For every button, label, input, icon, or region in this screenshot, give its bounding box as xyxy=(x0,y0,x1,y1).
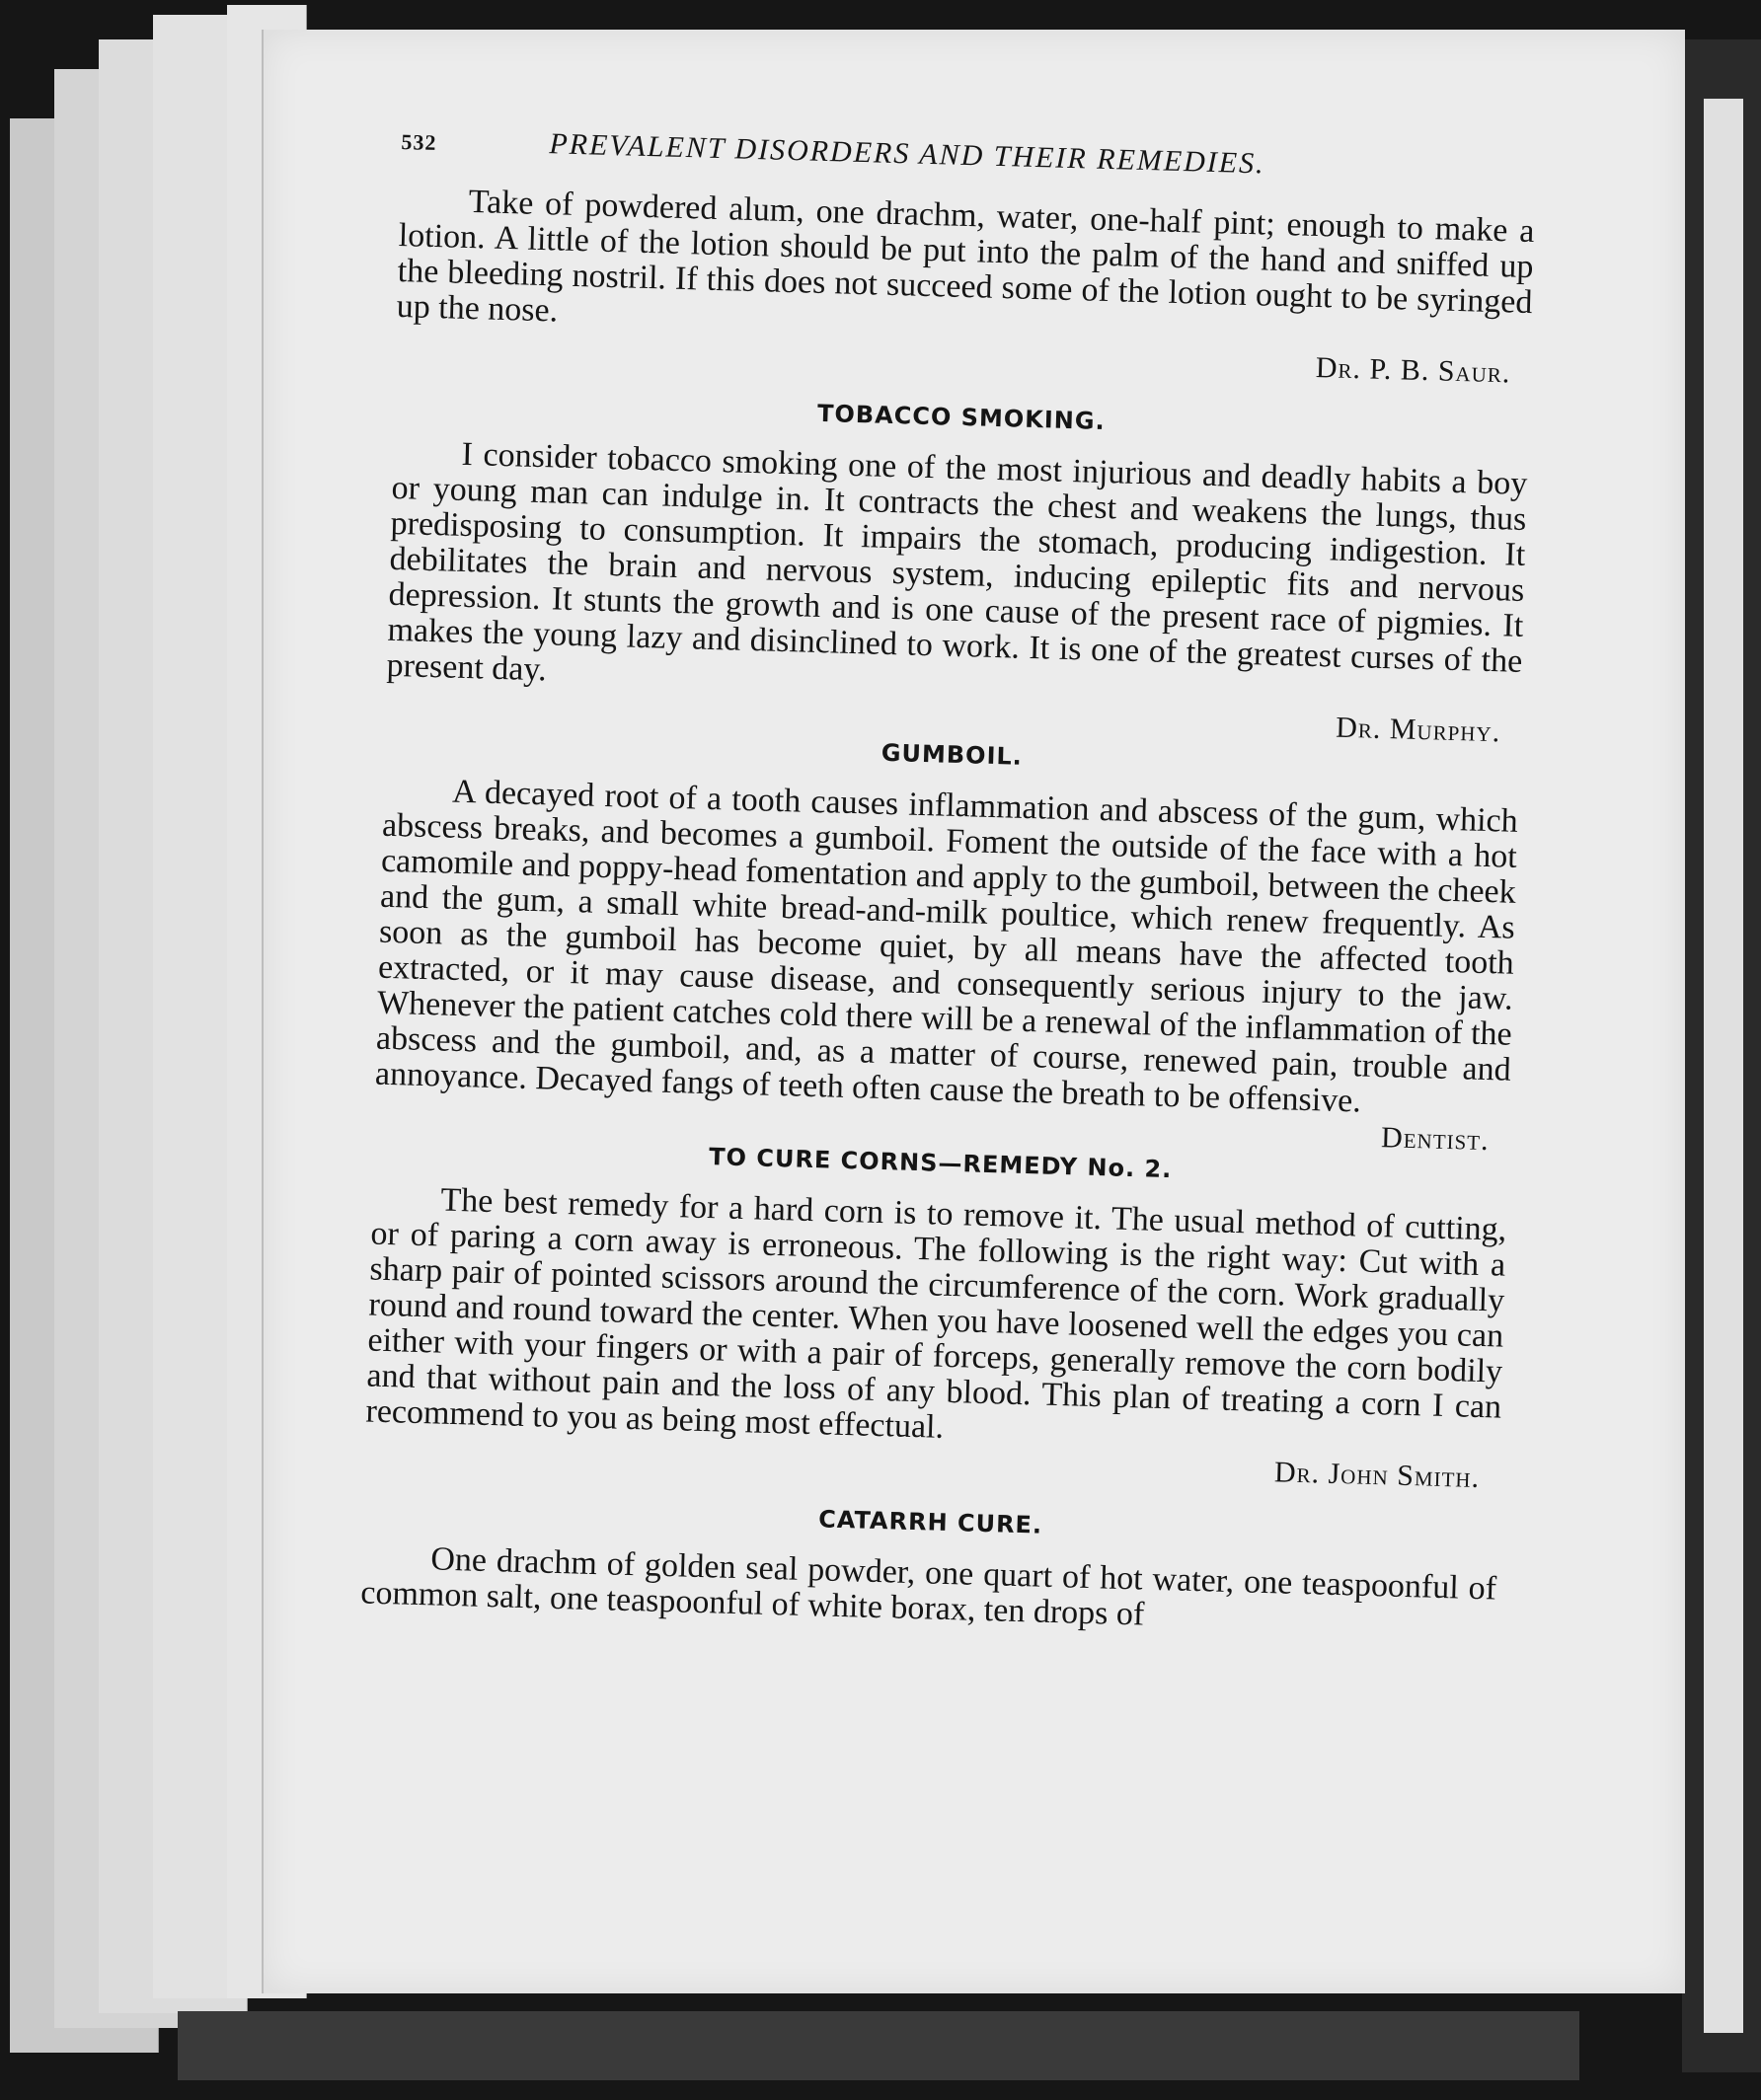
section-cure-corns xyxy=(364,1128,1508,1497)
paragraph: A decayed root of a tooth causes inflammation and abscess of the gum, which abscess breaks, and becomes a gumboil. Foment the outside of the face with a hot camomile and poppy-head fomentation and apply to the gumboil, between the cheek and the gum, a small white bread-and-milk poultice, which renew frequently. As soon as the gumboil has become quiet, by all means have the affected tooth extracted, or it may cause disease, and consequently serious injury to the jaw. Whenever the patient catches cold there will be a renewal of the inflammation of the abscess and the gumboil, and, as a matter of course, renewed pain, trouble and annoyance. Decayed fangs of teeth often cause the breath to be offensive. xyxy=(374,773,1519,1120)
section-nosebleed-lotion xyxy=(395,183,1535,392)
running-title: PREVALENT DISORDERS AND THEIR REMEDIES. xyxy=(549,127,1266,181)
signature: Dentist. xyxy=(1380,1121,1491,1158)
section-heading: CATARRH CURE. xyxy=(817,1505,1043,1539)
book-page xyxy=(262,30,1685,1993)
book-cover-right xyxy=(1682,39,1761,2072)
section-gumboil xyxy=(374,719,1520,1160)
section-heading: TOBACCO SMOKING. xyxy=(816,399,1107,436)
paragraph: One drachm of golden seal powder, one quart of hot water, one teaspoonful of common salt, one teaspoonful of white borax, ten drops of xyxy=(359,1540,1497,1633)
signature: Dr. John Smith. xyxy=(1273,1456,1481,1495)
section-tobacco-smoking xyxy=(385,382,1529,751)
paragraph: I consider tobacco smoking one of the most injurious and deadly habits a boy or young man can indulge in. It contracts the chest and weakens the lungs, thus predisposing to consumption. It impairs the stomach, producing indigestion. It debilitates the brain and nervous system, inducing epileptic fits and nervous depression. It stunts the growth and is one cause of the present race of pigmies. It makes the young lazy and disinclined to work. It is one of the greatest curses of the present day. xyxy=(386,435,1528,689)
section-heading: TO CURE CORNS—REMEDY No. 2. xyxy=(708,1143,1173,1184)
page-content xyxy=(360,123,1537,1643)
paragraph: The best remedy for a hard corn is to remove it. The usual method of cutting, or of paring a corn away is erroneous. The following is the right way: Cut with a sharp pair of pointed scissors around the circumference of the corn. Work gradually round and round toward the center. When you have loosened well the edges you can either with your fingers or with a pair of forceps, generally remove the corn bodily and that without pain and the loss of any blood. This plan of treating a corn I can recommend to you as being most effectual. xyxy=(365,1181,1507,1446)
paragraph: Take of powdered alum, one drachm, water, one-half pint; enough to make a lotion. A little of the lotion should be put into the palm of the hand and sniffed up the bleeding nostril. If this does not succeed some of the lotion ought to be syringed up the nose. xyxy=(396,183,1535,330)
book-cover-bottom xyxy=(178,2011,1579,2080)
signature: Dr. P. B. Saur. xyxy=(1315,350,1511,390)
signature: Dr. Murphy. xyxy=(1335,711,1501,749)
section-heading: GUMBOIL. xyxy=(880,738,1024,771)
page-number: 532 xyxy=(401,128,437,155)
next-page-edge xyxy=(1704,99,1743,2033)
